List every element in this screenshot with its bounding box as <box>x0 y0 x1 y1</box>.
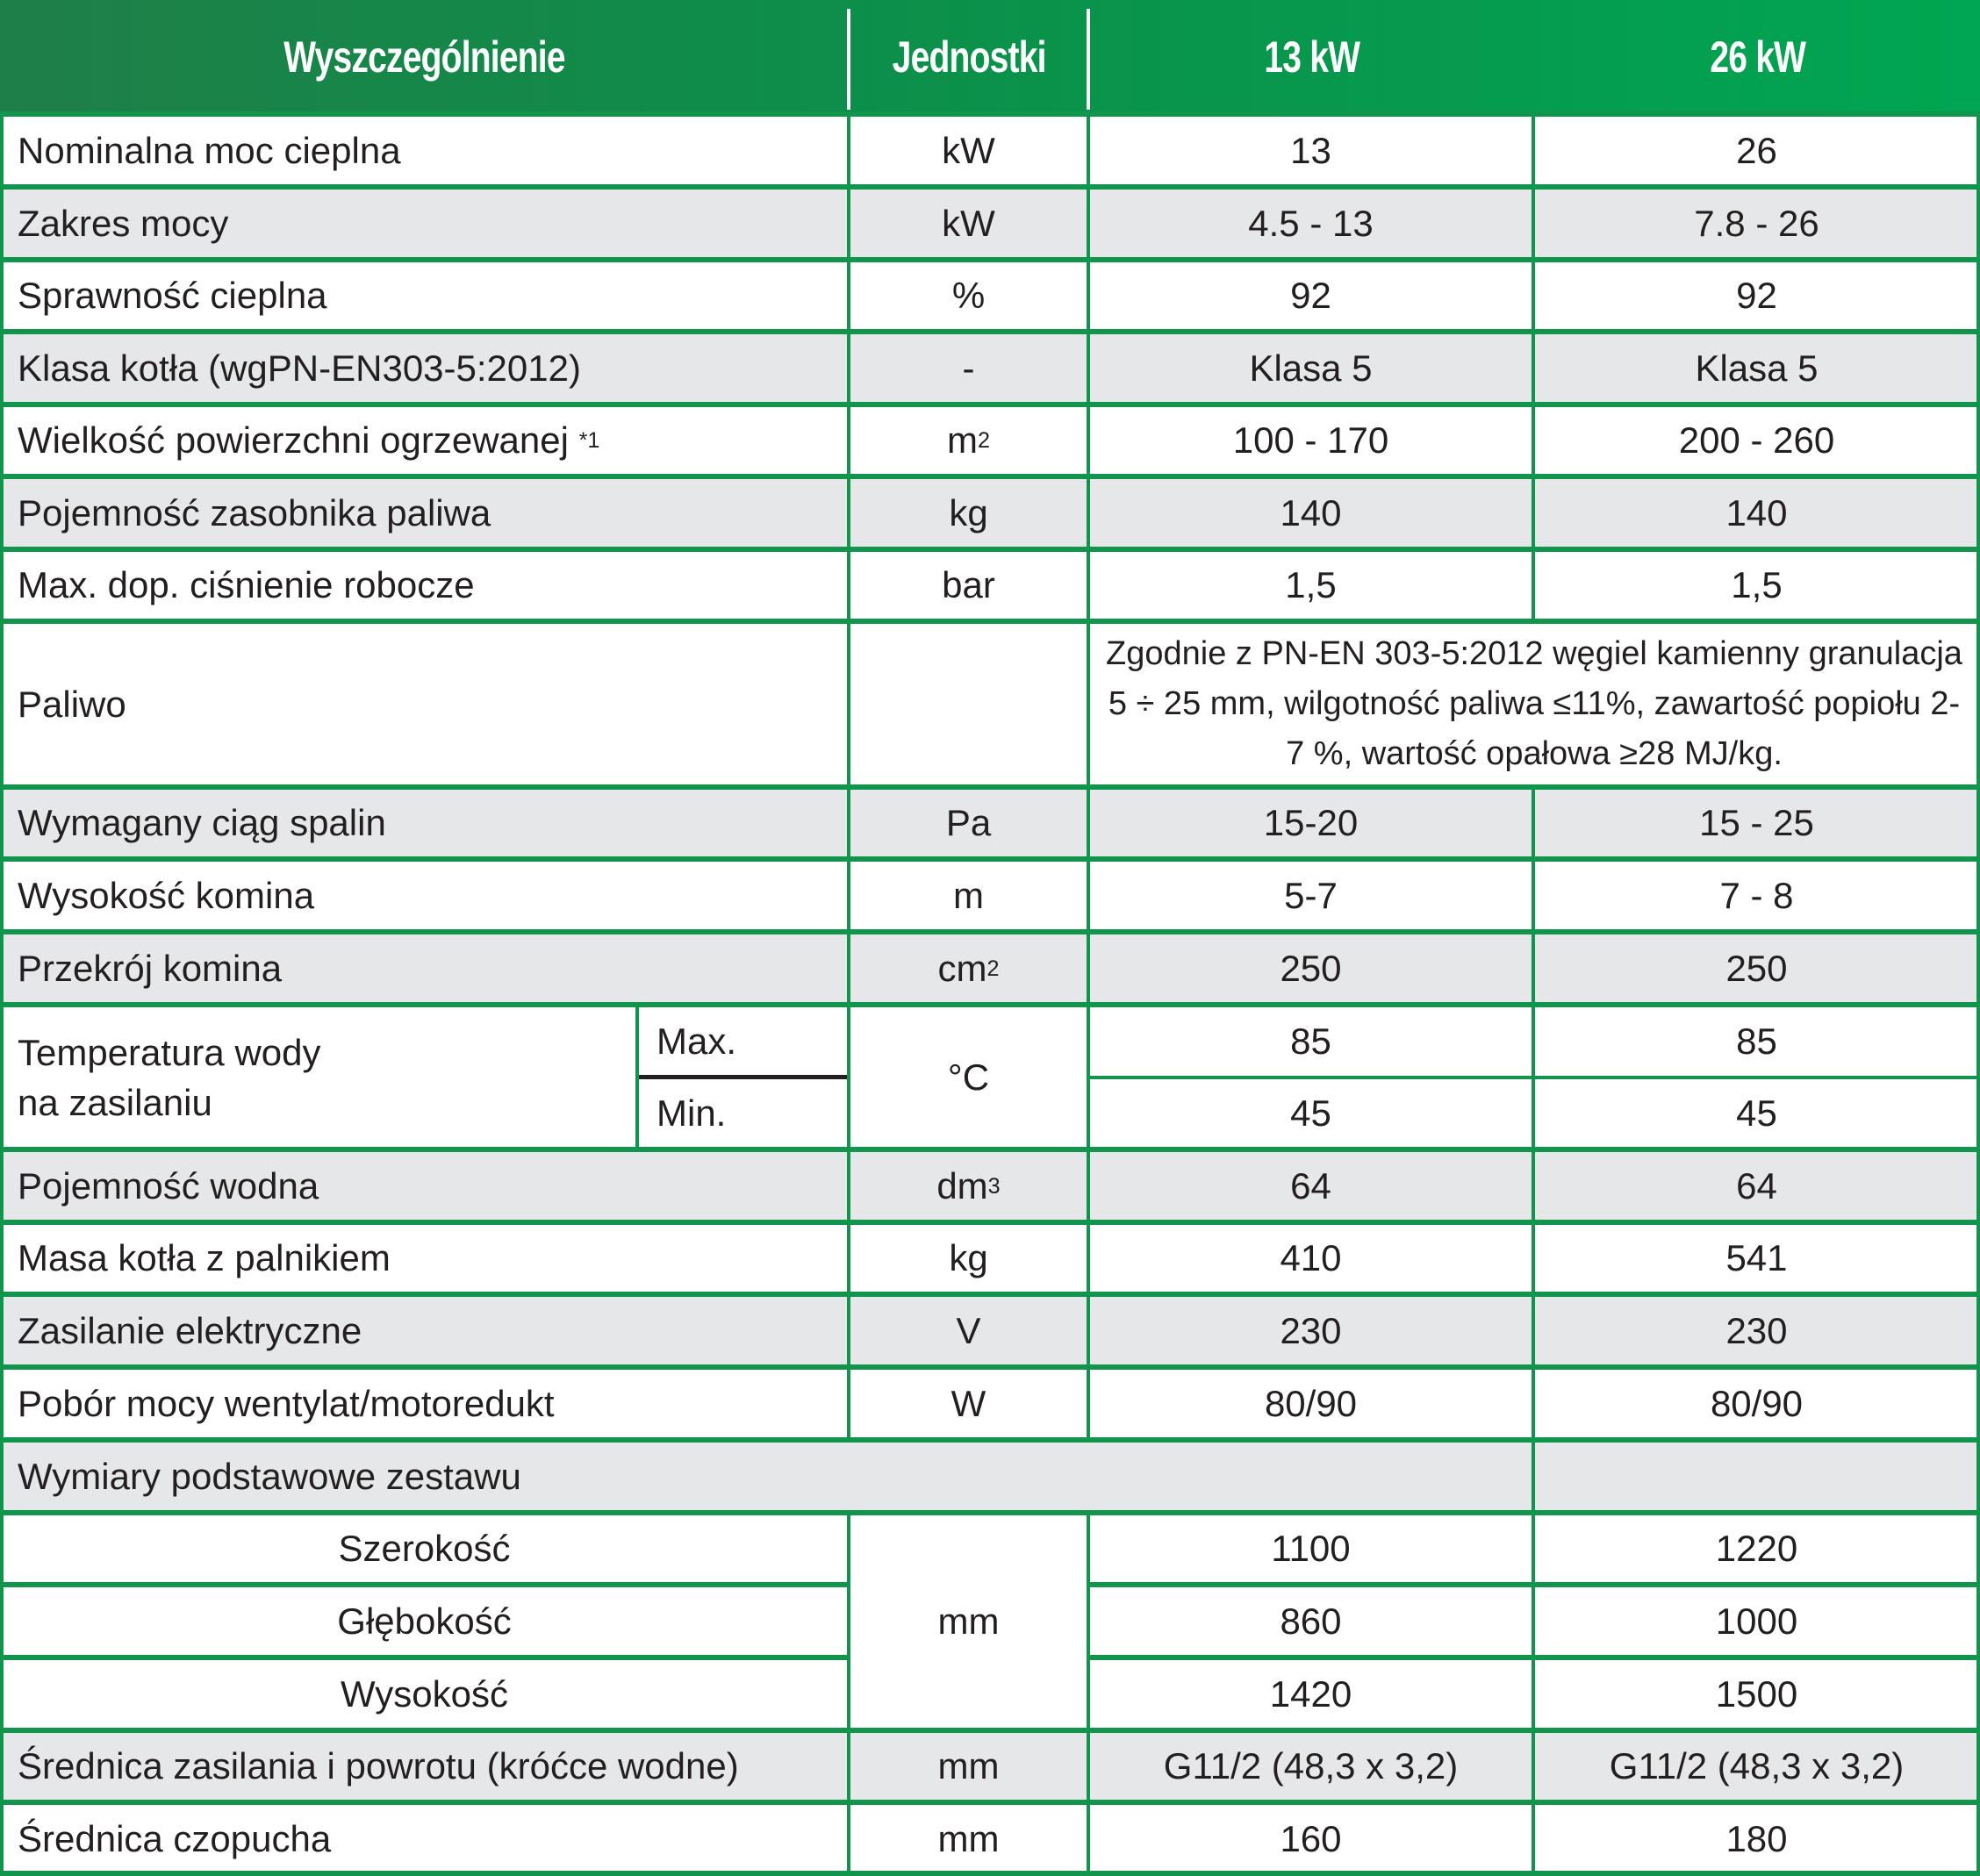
row-unit-text: dm <box>936 1164 988 1207</box>
row-unit: kg <box>849 476 1088 549</box>
row-unit-text: cm <box>937 947 987 989</box>
row-label: Zakres mocy <box>0 187 849 260</box>
header-model-13kw <box>1090 0 1533 114</box>
row-value-13kw: 64 <box>1088 1149 1533 1222</box>
row-value-13kw: 1,5 <box>1088 549 1533 621</box>
row-value-26kw: 541 <box>1533 1222 1980 1294</box>
temperature-max-26kw: 85 <box>1533 1005 1980 1078</box>
dimension-label: Szerokość <box>0 1513 849 1585</box>
row-value-13kw: 140 <box>1088 476 1533 549</box>
grid-line <box>0 1002 1980 1007</box>
grid-line <box>0 1510 1980 1515</box>
row-unit: % <box>849 260 1088 332</box>
grid-line <box>0 1364 1980 1370</box>
temperature-min-label: Min. <box>639 1078 849 1149</box>
grid-line <box>847 1513 850 1875</box>
row-value-13kw: 4.5 - 13 <box>1088 187 1533 260</box>
row-label: Wymagany ciąg spalin <box>0 787 849 859</box>
grid-line <box>0 329 1980 334</box>
grid-line <box>0 1655 849 1660</box>
row-unit: W <box>849 1367 1088 1440</box>
row-unit: dm 3 <box>849 1149 1088 1222</box>
grid-line <box>0 619 1980 624</box>
row-value-26kw: 7 - 8 <box>1533 859 1980 932</box>
header-model-26kw-label: 26 kW <box>1710 32 1805 82</box>
row-unit: mm <box>849 1730 1088 1802</box>
temperature-min-13kw: 45 <box>1088 1078 1533 1149</box>
row-value-13kw: 410 <box>1088 1222 1533 1294</box>
dimension-value-13kw: 1100 <box>1088 1513 1533 1585</box>
grid-line <box>0 1728 1980 1733</box>
grid-line <box>0 929 1980 934</box>
row-value-26kw: 80/90 <box>1533 1367 1980 1440</box>
row-unit <box>849 621 1088 787</box>
header-spec-label: Wyszczególnienie <box>283 32 565 82</box>
grid-line <box>0 1582 849 1587</box>
row-value-26kw: 26 <box>1533 114 1980 187</box>
row-value-26kw: 92 <box>1533 260 1980 332</box>
temperature-max-13kw: 85 <box>1088 1005 1533 1078</box>
temperature-label <box>0 1005 635 1149</box>
grid-line <box>1087 1513 1090 1875</box>
row-label: Klasa kotła (wgPN-EN303-5:2012) <box>0 332 849 405</box>
temperature-label-line1: Temperatura wody <box>18 1031 321 1073</box>
header-spec <box>0 0 849 114</box>
dimensions-section-empty <box>1533 1440 1980 1513</box>
grid-line <box>0 784 1980 790</box>
grid-line <box>635 1005 639 1149</box>
row-value-26kw: Klasa 5 <box>1533 332 1980 405</box>
row-label: Pobór mocy wentylat/motoredukt <box>0 1367 849 1440</box>
dimension-value-13kw: 860 <box>1088 1585 1533 1658</box>
grid-line <box>0 111 1980 117</box>
dimensions-unit: mm <box>849 1513 1088 1730</box>
grid-line <box>1532 787 1535 1875</box>
grid-line <box>1087 114 1090 1440</box>
row-label: Max. dop. ciśnienie robocze <box>0 549 849 621</box>
temperature-min-26kw: 45 <box>1533 1078 1980 1149</box>
dimension-label: Głębokość <box>0 1585 849 1658</box>
row-unit: kW <box>849 187 1088 260</box>
row-label: Pojemność wodna <box>0 1149 849 1222</box>
row-label: Wysokość komina <box>0 859 849 932</box>
row-value-13kw: 230 <box>1088 1294 1533 1367</box>
grid-line <box>1532 114 1535 621</box>
row-unit: cm 2 <box>849 932 1088 1005</box>
row-value-13kw: 250 <box>1088 932 1533 1005</box>
grid-line <box>0 114 4 1875</box>
grid-line <box>0 402 1980 407</box>
grid-line <box>0 547 1980 552</box>
row-value-26kw: G11/2 (48,3 x 3,2) <box>1533 1730 1980 1802</box>
dimension-label: Wysokość <box>0 1658 849 1730</box>
table-header <box>0 0 1980 114</box>
fuel-spec-text: Zgodnie z PN-EN 303-5:2012 węgiel kamienny granulacja 5 ÷ 25 mm, wilgotność paliwa ≤11%, zawartość popiołu 2-7 %, wartość opałowa ≥28 MJ/kg. <box>1088 621 1980 787</box>
grid-line <box>0 856 1980 862</box>
header-model-26kw <box>1535 0 1980 114</box>
temperature-max-label: Max. <box>639 1005 849 1078</box>
row-value-26kw: 250 <box>1533 932 1980 1005</box>
row-value-26kw: 15 - 25 <box>1533 787 1980 859</box>
grid-line <box>0 1437 1980 1443</box>
row-label: Nominalna moc cieplna <box>0 114 849 187</box>
row-value-13kw: 15-20 <box>1088 787 1533 859</box>
row-label: Masa kotła z palnikiem <box>0 1222 849 1294</box>
grid-line <box>0 1800 1980 1805</box>
row-value-13kw: G11/2 (48,3 x 3,2) <box>1088 1730 1533 1802</box>
row-label: Średnica czopucha <box>0 1802 849 1875</box>
row-label: Sprawność cieplna <box>0 260 849 332</box>
row-label: Przekrój komina <box>0 932 849 1005</box>
row-label-text: Wielkość powierzchni ogrzewanej <box>18 419 569 461</box>
row-value-26kw: 64 <box>1533 1149 1980 1222</box>
max-min-divider <box>639 1075 849 1079</box>
row-value-26kw: 230 <box>1533 1294 1980 1367</box>
row-unit: m <box>849 859 1088 932</box>
row-value-13kw: 92 <box>1088 260 1533 332</box>
row-unit: m 2 <box>849 405 1088 476</box>
row-value-13kw: Klasa 5 <box>1088 332 1533 405</box>
row-value-26kw: 200 - 260 <box>1533 405 1980 476</box>
row-label: Średnica zasilania i powrotu (króćce wodne) <box>0 1730 849 1802</box>
grid-line <box>0 1220 1980 1225</box>
grid-line <box>1976 114 1980 1875</box>
row-value-13kw: 5-7 <box>1088 859 1533 932</box>
grid-line <box>0 1871 1980 1876</box>
row-label: Wielkość powierzchni ogrzewanej *1 <box>0 405 849 476</box>
row-unit: bar <box>849 549 1088 621</box>
row-unit: kg <box>849 1222 1088 1294</box>
header-units-label: Jednostki <box>892 32 1047 82</box>
grid-line <box>0 1147 1980 1152</box>
row-value-26kw: 1,5 <box>1533 549 1980 621</box>
grid-line <box>0 257 1980 262</box>
grid-line <box>0 184 1980 190</box>
row-value-13kw: 100 - 170 <box>1088 405 1533 476</box>
grid-line <box>0 474 1980 479</box>
row-value-13kw: 80/90 <box>1088 1367 1533 1440</box>
header-units <box>850 0 1088 114</box>
row-value-13kw: 13 <box>1088 114 1533 187</box>
row-label: Paliwo <box>0 621 849 787</box>
row-unit: - <box>849 332 1088 405</box>
dimension-value-26kw: 1500 <box>1533 1658 1980 1730</box>
row-unit: V <box>849 1294 1088 1367</box>
dimension-value-13kw: 1420 <box>1088 1658 1533 1730</box>
dimensions-section-label: Wymiary podstawowe zestawu <box>0 1440 1533 1513</box>
row-unit: Pa <box>849 787 1088 859</box>
row-value-26kw: 140 <box>1533 476 1980 549</box>
temperature-unit: °C <box>849 1005 1088 1149</box>
row-label: Zasilanie elektryczne <box>0 1294 849 1367</box>
row-unit: mm <box>849 1802 1088 1875</box>
row-label: Pojemność zasobnika paliwa <box>0 476 849 549</box>
grid-line <box>0 1292 1980 1297</box>
header-model-13kw-label: 13 kW <box>1264 32 1359 82</box>
row-unit: kW <box>849 114 1088 187</box>
row-value-26kw: 180 <box>1533 1802 1980 1875</box>
dimension-value-26kw: 1220 <box>1533 1513 1980 1585</box>
dimension-value-26kw: 1000 <box>1533 1585 1980 1658</box>
row-unit-text: m <box>946 419 978 461</box>
row-value-13kw: 160 <box>1088 1802 1533 1875</box>
grid-line <box>847 114 850 1440</box>
temperature-label-line2: na zasilaniu <box>18 1081 212 1123</box>
row-value-26kw: 7.8 - 26 <box>1533 187 1980 260</box>
